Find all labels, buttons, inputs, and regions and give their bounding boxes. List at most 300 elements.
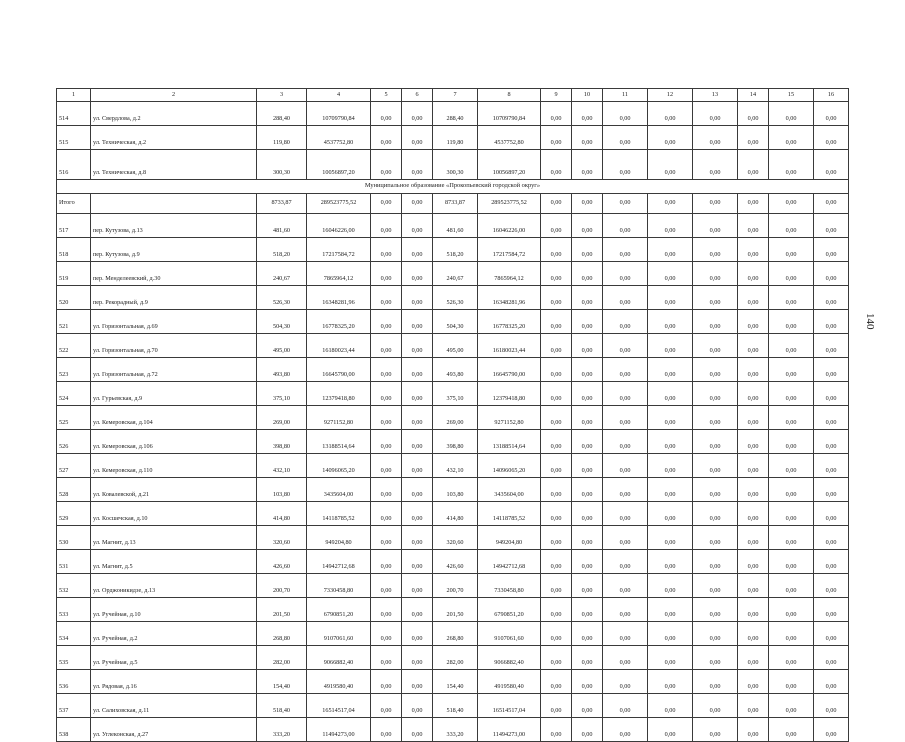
address-cell — [91, 194, 257, 214]
address-cell: ул. Техническая, д.2 — [91, 126, 257, 150]
value-cell: 0,00 — [814, 622, 849, 646]
value-cell: 0,00 — [648, 550, 693, 574]
value-cell: 7330458,80 — [478, 574, 541, 598]
value-cell: 0,00 — [603, 550, 648, 574]
value-cell: 0,00 — [572, 694, 603, 718]
value-cell: 0,00 — [603, 126, 648, 150]
row-number-cell: 534 — [57, 622, 91, 646]
value-cell: 0,00 — [738, 238, 769, 262]
value-cell: 0,00 — [402, 238, 433, 262]
value-cell: 0,00 — [693, 126, 738, 150]
table-row — [57, 430, 849, 454]
column-number: 4 — [307, 89, 371, 102]
value-cell: 0,00 — [541, 694, 572, 718]
address-cell: пер. Кутузова, д.9 — [91, 238, 257, 262]
value-cell: 119,80 — [433, 126, 478, 150]
column-number: 14 — [738, 89, 769, 102]
value-cell: 0,00 — [738, 382, 769, 406]
value-cell: 0,00 — [603, 646, 648, 670]
value-cell: 0,00 — [541, 150, 572, 180]
value-cell: 288,40 — [433, 102, 478, 126]
value-cell: 0,00 — [603, 622, 648, 646]
value-cell: 14942712,68 — [478, 550, 541, 574]
value-cell: 0,00 — [572, 334, 603, 358]
value-cell: 0,00 — [693, 430, 738, 454]
value-cell: 0,00 — [693, 718, 738, 742]
value-cell: 0,00 — [738, 286, 769, 310]
row-number-cell: 537 — [57, 694, 91, 718]
value-cell: 16180023,44 — [307, 334, 371, 358]
value-cell: 0,00 — [648, 310, 693, 334]
value-cell: 0,00 — [814, 126, 849, 150]
value-cell: 0,00 — [371, 430, 402, 454]
value-cell: 0,00 — [603, 574, 648, 598]
table-row — [57, 358, 849, 382]
value-cell: 0,00 — [814, 358, 849, 382]
row-number-cell: 527 — [57, 454, 91, 478]
value-cell: 0,00 — [769, 430, 814, 454]
value-cell: 518,40 — [433, 694, 478, 718]
value-cell: 14096065,20 — [307, 454, 371, 478]
row-number-cell: 536 — [57, 670, 91, 694]
table-row — [57, 286, 849, 310]
row-number-cell: 531 — [57, 550, 91, 574]
value-cell: 0,00 — [572, 150, 603, 180]
value-cell: 518,20 — [433, 238, 478, 262]
address-cell: ул. Магнит, д.13 — [91, 526, 257, 550]
value-cell: 0,00 — [541, 526, 572, 550]
value-cell: 6790851,20 — [307, 598, 371, 622]
table-row — [57, 622, 849, 646]
row-number-cell: Итого — [57, 194, 91, 214]
value-cell: 0,00 — [814, 694, 849, 718]
value-cell: 240,67 — [433, 262, 478, 286]
value-cell: 0,00 — [769, 238, 814, 262]
value-cell: 0,00 — [814, 214, 849, 238]
value-cell: 0,00 — [603, 502, 648, 526]
value-cell: 0,00 — [572, 238, 603, 262]
value-cell: 0,00 — [769, 358, 814, 382]
value-cell: 0,00 — [814, 574, 849, 598]
value-cell: 0,00 — [648, 262, 693, 286]
value-cell: 0,00 — [371, 718, 402, 742]
value-cell: 495,00 — [257, 334, 307, 358]
value-cell: 0,00 — [738, 214, 769, 238]
value-cell: 16180023,44 — [478, 334, 541, 358]
value-cell: 0,00 — [572, 214, 603, 238]
value-cell: 0,00 — [814, 262, 849, 286]
row-number-cell: 532 — [57, 574, 91, 598]
value-cell: 16778325,20 — [307, 310, 371, 334]
value-cell: 0,00 — [572, 478, 603, 502]
section-title: Муниципальное образование «Прокопьевский городской округ» — [57, 180, 849, 194]
value-cell: 0,00 — [371, 694, 402, 718]
value-cell: 0,00 — [371, 194, 402, 214]
column-number-row — [57, 89, 849, 102]
value-cell: 526,30 — [433, 286, 478, 310]
value-cell: 0,00 — [371, 478, 402, 502]
value-cell: 0,00 — [541, 502, 572, 526]
value-cell: 0,00 — [402, 646, 433, 670]
value-cell: 0,00 — [814, 430, 849, 454]
value-cell: 16778325,20 — [478, 310, 541, 334]
value-cell: 0,00 — [738, 150, 769, 180]
value-cell: 432,10 — [433, 454, 478, 478]
value-cell: 0,00 — [738, 502, 769, 526]
value-cell: 426,60 — [433, 550, 478, 574]
value-cell: 0,00 — [814, 382, 849, 406]
value-cell: 0,00 — [541, 478, 572, 502]
value-cell: 16645790,00 — [478, 358, 541, 382]
address-cell: ул. Рядовая, д.16 — [91, 670, 257, 694]
value-cell: 0,00 — [541, 310, 572, 334]
total-row — [57, 194, 849, 214]
value-cell: 0,00 — [738, 126, 769, 150]
value-cell: 13188514,64 — [478, 430, 541, 454]
value-cell: 0,00 — [648, 382, 693, 406]
value-cell: 7330458,80 — [307, 574, 371, 598]
value-cell: 333,20 — [257, 718, 307, 742]
table-row — [57, 718, 849, 742]
value-cell: 10709790,84 — [307, 102, 371, 126]
value-cell: 0,00 — [371, 214, 402, 238]
value-cell: 0,00 — [603, 382, 648, 406]
value-cell: 0,00 — [541, 646, 572, 670]
value-cell: 0,00 — [648, 126, 693, 150]
value-cell: 14118785,52 — [307, 502, 371, 526]
value-cell: 0,00 — [572, 454, 603, 478]
value-cell: 0,00 — [603, 718, 648, 742]
value-cell: 8733,87 — [433, 194, 478, 214]
value-cell: 0,00 — [769, 194, 814, 214]
value-cell: 12379418,80 — [478, 382, 541, 406]
row-number-cell: 523 — [57, 358, 91, 382]
value-cell: 300,30 — [433, 150, 478, 180]
value-cell: 0,00 — [402, 622, 433, 646]
value-cell: 0,00 — [402, 286, 433, 310]
value-cell: 0,00 — [693, 622, 738, 646]
column-number: 15 — [769, 89, 814, 102]
register-table — [56, 88, 849, 742]
value-cell: 0,00 — [693, 526, 738, 550]
address-cell: ул. Горизонтальная, д.72 — [91, 358, 257, 382]
value-cell: 0,00 — [693, 598, 738, 622]
value-cell: 154,40 — [433, 670, 478, 694]
row-number-cell: 520 — [57, 286, 91, 310]
value-cell: 0,00 — [814, 238, 849, 262]
value-cell: 0,00 — [693, 194, 738, 214]
value-cell: 0,00 — [572, 262, 603, 286]
value-cell: 0,00 — [738, 550, 769, 574]
value-cell: 0,00 — [541, 622, 572, 646]
value-cell: 0,00 — [769, 102, 814, 126]
value-cell: 0,00 — [572, 194, 603, 214]
row-number-cell: 526 — [57, 430, 91, 454]
page-number: 140 — [864, 313, 876, 330]
value-cell: 375,10 — [433, 382, 478, 406]
value-cell: 0,00 — [769, 478, 814, 502]
value-cell: 320,60 — [433, 526, 478, 550]
value-cell: 269,00 — [433, 406, 478, 430]
row-number-cell: 533 — [57, 598, 91, 622]
value-cell: 0,00 — [402, 478, 433, 502]
address-cell: ул. Орджоникидзе, д.13 — [91, 574, 257, 598]
value-cell: 17217584,72 — [478, 238, 541, 262]
row-number-cell: 514 — [57, 102, 91, 126]
value-cell: 0,00 — [603, 194, 648, 214]
value-cell: 0,00 — [814, 406, 849, 430]
value-cell: 0,00 — [402, 406, 433, 430]
address-cell: пер. Кутузова, д.13 — [91, 214, 257, 238]
address-cell: ул. Горизонтальная, д.70 — [91, 334, 257, 358]
value-cell: 0,00 — [738, 574, 769, 598]
value-cell: 0,00 — [814, 478, 849, 502]
value-cell: 0,00 — [738, 718, 769, 742]
table-row — [57, 598, 849, 622]
table-row — [57, 238, 849, 262]
value-cell: 495,00 — [433, 334, 478, 358]
value-cell: 0,00 — [402, 598, 433, 622]
table-row — [57, 262, 849, 286]
value-cell: 0,00 — [371, 598, 402, 622]
value-cell: 0,00 — [814, 194, 849, 214]
value-cell: 0,00 — [738, 358, 769, 382]
value-cell: 11494273,00 — [307, 718, 371, 742]
value-cell: 0,00 — [603, 526, 648, 550]
value-cell: 9066882,40 — [307, 646, 371, 670]
value-cell: 0,00 — [371, 310, 402, 334]
address-cell: ул. Техническая, д.8 — [91, 150, 257, 180]
value-cell: 0,00 — [769, 262, 814, 286]
value-cell: 0,00 — [738, 430, 769, 454]
table-row — [57, 670, 849, 694]
value-cell: 0,00 — [648, 598, 693, 622]
value-cell: 0,00 — [648, 102, 693, 126]
value-cell: 201,50 — [433, 598, 478, 622]
value-cell: 0,00 — [402, 194, 433, 214]
value-cell: 0,00 — [738, 646, 769, 670]
value-cell: 16348281,96 — [478, 286, 541, 310]
value-cell: 13188514,64 — [307, 430, 371, 454]
value-cell: 0,00 — [738, 406, 769, 430]
value-cell: 0,00 — [541, 670, 572, 694]
column-number: 2 — [91, 89, 257, 102]
value-cell: 0,00 — [572, 286, 603, 310]
value-cell: 518,20 — [257, 238, 307, 262]
address-cell: ул. Углеконская, д.27 — [91, 718, 257, 742]
value-cell: 0,00 — [572, 718, 603, 742]
row-number-cell: 538 — [57, 718, 91, 742]
table-row — [57, 502, 849, 526]
value-cell: 0,00 — [541, 286, 572, 310]
value-cell: 0,00 — [814, 646, 849, 670]
value-cell: 0,00 — [769, 694, 814, 718]
column-number: 10 — [572, 89, 603, 102]
value-cell: 0,00 — [769, 150, 814, 180]
value-cell: 0,00 — [769, 598, 814, 622]
value-cell: 0,00 — [371, 262, 402, 286]
value-cell: 0,00 — [693, 150, 738, 180]
value-cell: 0,00 — [769, 670, 814, 694]
value-cell: 0,00 — [738, 478, 769, 502]
value-cell: 0,00 — [693, 262, 738, 286]
value-cell: 0,00 — [541, 718, 572, 742]
value-cell: 9066882,40 — [478, 646, 541, 670]
value-cell: 426,60 — [257, 550, 307, 574]
column-number: 7 — [433, 89, 478, 102]
value-cell: 0,00 — [402, 382, 433, 406]
value-cell: 398,80 — [433, 430, 478, 454]
value-cell: 268,80 — [433, 622, 478, 646]
column-number: 13 — [693, 89, 738, 102]
table-row — [57, 454, 849, 478]
value-cell: 201,50 — [257, 598, 307, 622]
value-cell: 0,00 — [541, 574, 572, 598]
value-cell: 0,00 — [541, 382, 572, 406]
value-cell: 200,70 — [257, 574, 307, 598]
value-cell: 16514517,04 — [478, 694, 541, 718]
value-cell: 0,00 — [814, 598, 849, 622]
value-cell: 0,00 — [693, 286, 738, 310]
value-cell: 0,00 — [769, 718, 814, 742]
value-cell: 0,00 — [648, 502, 693, 526]
value-cell: 0,00 — [648, 194, 693, 214]
row-number-cell: 517 — [57, 214, 91, 238]
value-cell: 432,10 — [257, 454, 307, 478]
value-cell: 0,00 — [648, 670, 693, 694]
table-row — [57, 150, 849, 180]
value-cell: 0,00 — [541, 430, 572, 454]
value-cell: 0,00 — [693, 478, 738, 502]
address-cell: ул. Салиховская, д.11 — [91, 694, 257, 718]
value-cell: 0,00 — [603, 430, 648, 454]
value-cell: 0,00 — [402, 550, 433, 574]
value-cell: 0,00 — [402, 126, 433, 150]
value-cell: 0,00 — [371, 358, 402, 382]
value-cell: 0,00 — [371, 150, 402, 180]
value-cell: 0,00 — [769, 214, 814, 238]
value-cell: 0,00 — [572, 574, 603, 598]
value-cell: 0,00 — [541, 194, 572, 214]
value-cell: 0,00 — [769, 622, 814, 646]
value-cell: 14096065,20 — [478, 454, 541, 478]
value-cell: 0,00 — [402, 102, 433, 126]
value-cell: 10056897,20 — [478, 150, 541, 180]
value-cell: 0,00 — [693, 502, 738, 526]
value-cell: 0,00 — [648, 718, 693, 742]
section-title-row — [57, 180, 849, 194]
value-cell: 0,00 — [814, 670, 849, 694]
value-cell: 0,00 — [693, 358, 738, 382]
row-number-cell: 524 — [57, 382, 91, 406]
value-cell: 0,00 — [402, 262, 433, 286]
value-cell: 504,30 — [257, 310, 307, 334]
value-cell: 0,00 — [693, 454, 738, 478]
value-cell: 3435604,00 — [478, 478, 541, 502]
value-cell: 0,00 — [402, 214, 433, 238]
value-cell: 0,00 — [648, 454, 693, 478]
value-cell: 0,00 — [769, 126, 814, 150]
value-cell: 0,00 — [603, 262, 648, 286]
address-cell: ул. Косшечская, д.10 — [91, 502, 257, 526]
value-cell: 0,00 — [541, 598, 572, 622]
value-cell: 414,80 — [257, 502, 307, 526]
value-cell: 14942712,68 — [307, 550, 371, 574]
value-cell: 0,00 — [371, 382, 402, 406]
value-cell: 0,00 — [693, 574, 738, 598]
value-cell: 526,30 — [257, 286, 307, 310]
value-cell: 269,00 — [257, 406, 307, 430]
value-cell: 0,00 — [814, 150, 849, 180]
row-number-cell: 529 — [57, 502, 91, 526]
value-cell: 288,40 — [257, 102, 307, 126]
value-cell: 0,00 — [572, 430, 603, 454]
value-cell: 0,00 — [603, 150, 648, 180]
value-cell: 0,00 — [572, 646, 603, 670]
address-cell: ул. Кемеровская, д.106 — [91, 430, 257, 454]
table-row — [57, 574, 849, 598]
value-cell: 0,00 — [814, 310, 849, 334]
value-cell: 17217584,72 — [307, 238, 371, 262]
value-cell: 481,60 — [257, 214, 307, 238]
value-cell: 0,00 — [648, 238, 693, 262]
value-cell: 0,00 — [814, 334, 849, 358]
value-cell: 0,00 — [402, 454, 433, 478]
value-cell: 0,00 — [769, 286, 814, 310]
value-cell: 0,00 — [572, 406, 603, 430]
value-cell: 11494273,00 — [478, 718, 541, 742]
value-cell: 0,00 — [603, 694, 648, 718]
value-cell: 282,00 — [433, 646, 478, 670]
value-cell: 0,00 — [603, 334, 648, 358]
value-cell: 0,00 — [693, 382, 738, 406]
value-cell: 0,00 — [371, 646, 402, 670]
value-cell: 493,80 — [257, 358, 307, 382]
value-cell: 268,80 — [257, 622, 307, 646]
value-cell: 0,00 — [693, 646, 738, 670]
row-number-cell: 522 — [57, 334, 91, 358]
column-number: 6 — [402, 89, 433, 102]
table-row — [57, 550, 849, 574]
value-cell: 4537752,80 — [478, 126, 541, 150]
value-cell: 289523775,52 — [478, 194, 541, 214]
value-cell: 0,00 — [603, 478, 648, 502]
value-cell: 0,00 — [648, 646, 693, 670]
value-cell: 0,00 — [572, 622, 603, 646]
row-number-cell: 519 — [57, 262, 91, 286]
value-cell: 0,00 — [572, 526, 603, 550]
value-cell: 0,00 — [738, 598, 769, 622]
value-cell: 0,00 — [648, 694, 693, 718]
value-cell: 0,00 — [371, 406, 402, 430]
address-cell: ул. Кемеровская, д.104 — [91, 406, 257, 430]
value-cell: 0,00 — [371, 102, 402, 126]
value-cell: 414,80 — [433, 502, 478, 526]
value-cell: 0,00 — [738, 694, 769, 718]
value-cell: 398,80 — [257, 430, 307, 454]
column-number: 8 — [478, 89, 541, 102]
value-cell: 0,00 — [371, 238, 402, 262]
row-number-cell: 516 — [57, 150, 91, 180]
value-cell: 481,60 — [433, 214, 478, 238]
value-cell: 300,30 — [257, 150, 307, 180]
table-row — [57, 382, 849, 406]
value-cell: 0,00 — [814, 550, 849, 574]
value-cell: 4919580,40 — [307, 670, 371, 694]
value-cell: 0,00 — [541, 358, 572, 382]
value-cell: 0,00 — [572, 126, 603, 150]
value-cell: 0,00 — [402, 358, 433, 382]
